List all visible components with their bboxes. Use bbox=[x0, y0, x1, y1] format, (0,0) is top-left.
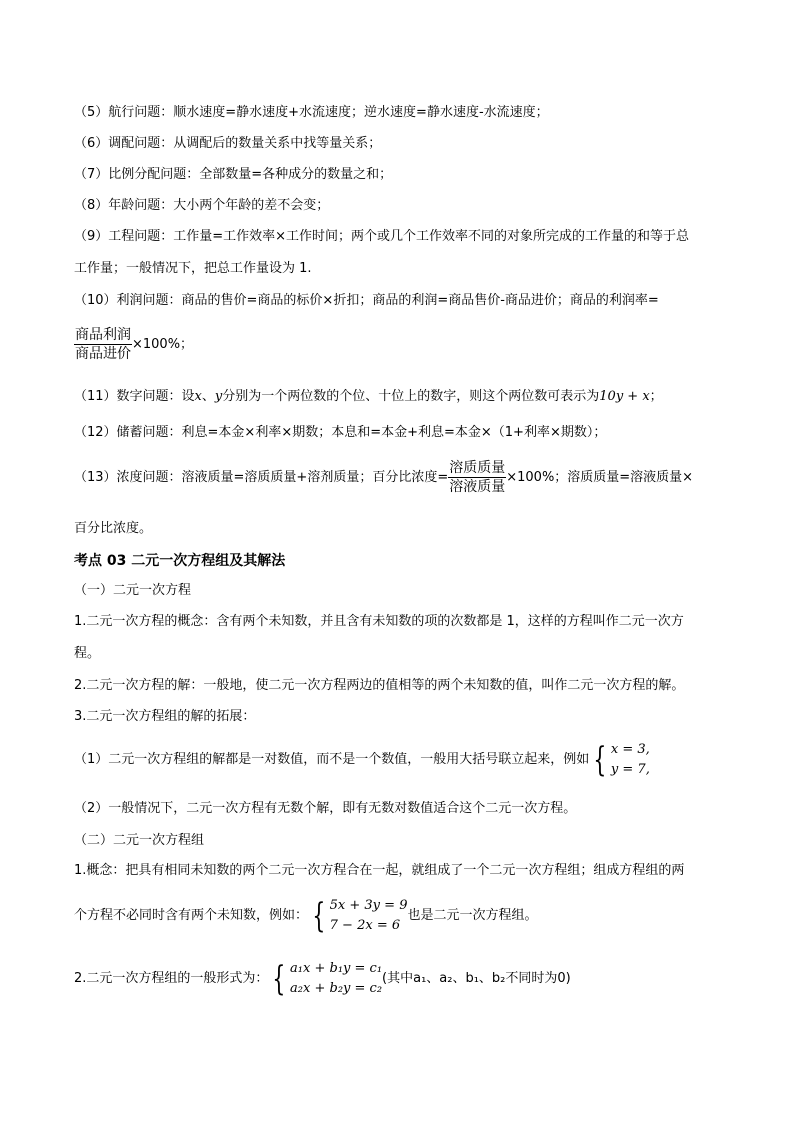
brace-icon: { bbox=[312, 895, 326, 936]
var-y: y bbox=[214, 389, 223, 404]
brace-icon: { bbox=[272, 958, 286, 999]
extension-title: 3.二元一次方程组的解的拓展： bbox=[74, 709, 256, 724]
general-form bbox=[74, 956, 571, 1002]
item-work-line1: （9）工程问题：工作量=工作效率×工作时间；两个或几个工作效率不同的对象所完成的工作量的和等于总 bbox=[74, 229, 690, 244]
text: 、 bbox=[201, 389, 215, 404]
item-proportion: （7）比例分配问题：全部数量=各种成分的数量之和； bbox=[74, 167, 393, 182]
profit-rate-fraction bbox=[74, 326, 132, 363]
item-concentration-line2: 百分比浓度。 bbox=[74, 521, 153, 536]
extension-item-1 bbox=[74, 737, 650, 783]
equation-system bbox=[290, 959, 382, 999]
item-age: （8）年龄问题：大小两个年龄的差不会变； bbox=[74, 198, 330, 213]
text: （13）浓度问题：溶液质量=溶质质量+溶剂质量；百分比浓度= bbox=[74, 470, 449, 485]
equation-line: 5x + 3y = 9 bbox=[329, 897, 408, 913]
text: ×100%；溶质质量=溶液质量× bbox=[506, 470, 694, 485]
solution-definition: 2.二元一次方程的解：一般地，使二元一次方程两边的值相等的两个未知数的值，叫作二元一次方程的解。 bbox=[74, 678, 685, 693]
fraction-denominator: 商品进价 bbox=[75, 346, 131, 362]
section-heading: 考点 03 二元一次方程组及其解法 bbox=[74, 553, 286, 569]
text: 2.二元一次方程组的一般形式为： bbox=[74, 971, 269, 986]
text: (其中a₁、a₂、b₁、b₂不同时为0) bbox=[382, 971, 571, 986]
item-concentration bbox=[74, 458, 693, 498]
subsection-title: （二）二元一次方程组 bbox=[74, 833, 205, 848]
item-savings: （12）储蓄问题：利息=本金×利率×期数；本息和=本金+利息=本金×（1+利率×期数）； bbox=[74, 425, 607, 440]
item-profit-line1: （10）利润问题：商品的售价=商品的标价×折扣；商品的利润=商品售价-商品进价；商品的利润率= bbox=[74, 293, 659, 308]
extension-item-2: （2）一般情况下，二元一次方程有无数个解，即有无数对数值适合这个二元一次方程。 bbox=[74, 801, 577, 816]
equation-system bbox=[611, 740, 650, 780]
definition-line2: 程。 bbox=[74, 646, 101, 661]
fraction-numerator: 商品利润 bbox=[75, 327, 131, 343]
item-digit bbox=[74, 388, 663, 406]
item-work-line2: 工作量；一般情况下，把总工作量设为 1. bbox=[74, 261, 312, 276]
text: 分别为一个两位数的个位、十位上的数字，则这个两位数可表示为 bbox=[222, 389, 600, 404]
text: （11）数字问题：设 bbox=[74, 389, 195, 404]
item-sailing: （5）航行问题：顺水速度=静水速度+水流速度；逆水速度=静水速度-水流速度； bbox=[74, 105, 549, 120]
equation-line: a₂x + b₂y = c₂ bbox=[290, 980, 383, 996]
math-expression: 10y + x bbox=[599, 389, 650, 404]
var-x: x bbox=[194, 389, 202, 404]
text: 个方程不必同时含有两个未知数，例如： bbox=[74, 908, 309, 923]
concept-line2 bbox=[74, 893, 537, 939]
concept-line1: 1.概念：把具有相同未知数的两个二元一次方程合在一起，就组成了一个二元一次方程组；组成方程组的两 bbox=[74, 863, 685, 878]
item-profit-formula bbox=[74, 325, 193, 365]
equation-line: y = 7, bbox=[610, 761, 650, 777]
text: 也是二元一次方程组。 bbox=[407, 908, 538, 923]
brace-icon: { bbox=[593, 739, 607, 780]
equation-line: 7 − 2x = 6 bbox=[329, 917, 401, 933]
definition-line1: 1.二元一次方程的概念：含有两个未知数，并且含有未知数的项的次数都是 1，这样的方程叫作二元一次方 bbox=[74, 614, 684, 629]
item-allocation: （6）调配问题：从调配后的数量关系中找等量关系； bbox=[74, 136, 382, 151]
fraction-numerator: 溶质质量 bbox=[449, 460, 506, 476]
text: （1）二元一次方程组的解都是一对数值，而不是一个数值，一般用大括号联立起来，例如 bbox=[74, 752, 590, 767]
fraction-denominator: 溶液质量 bbox=[449, 479, 506, 495]
equation-line: x = 3, bbox=[610, 741, 650, 757]
fraction-tail: ×100%； bbox=[132, 337, 194, 352]
text: ； bbox=[649, 389, 663, 404]
subsection-title: （一）二元一次方程 bbox=[74, 583, 192, 598]
equation-system bbox=[330, 896, 408, 936]
concentration-fraction bbox=[448, 459, 506, 496]
equation-line: a₁x + b₁y = c₁ bbox=[290, 960, 383, 976]
